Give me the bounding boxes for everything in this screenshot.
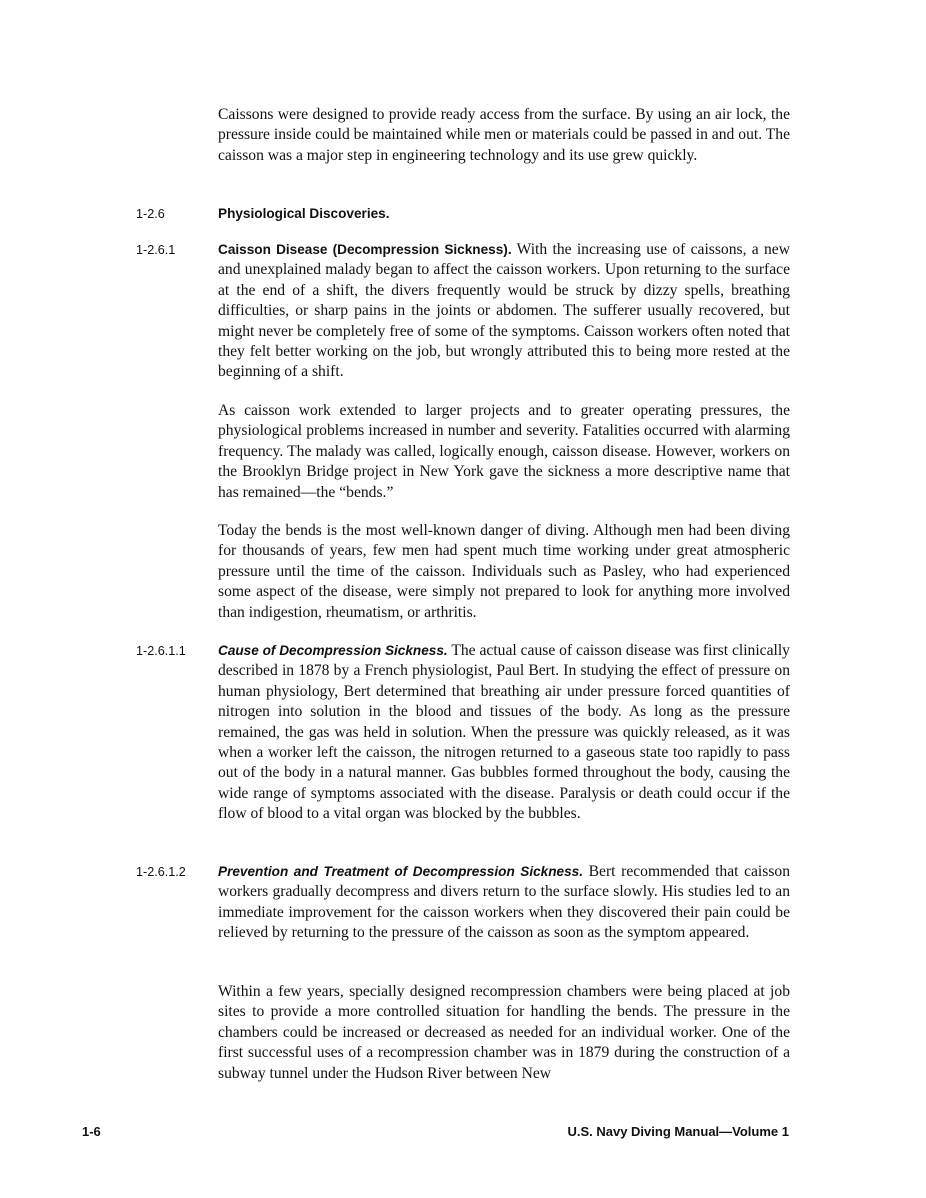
paragraph-cause xyxy=(218,641,790,825)
paragraph-prevention-body: Bert recommended that caisson workers gradually decompress and divers return to the surface slowly. His studies led to an immediate improvement for the caisson workers when they discovered their pain could be relieved by returning to the pressure of the caisson as soon as the symptom appeared. xyxy=(218,863,790,942)
paragraph-caisson-disease-body: With the increasing use of caissons, a new and unexplained malady began to affect the caisson workers. Upon returning to the surface at the end of a shift, the divers frequently would be struck by dizzy spells, breathing difficulties, or sharp pains in the joints or abdomen. The sufferer usually recovered, but might never be completely free of some of the symptoms. Caisson workers often noted that they felt better working on the job, but wrongly attributed this to being more rested at the beginning of a shift. xyxy=(218,241,790,381)
footer-page-number: 1-6 xyxy=(82,1124,101,1139)
paragraph-larger-projects: As caisson work extended to larger projects and to greater operating pressures, the physiological problems increased in number and severity. Fatalities occurred with alarming frequency. The malady was called, logically enough, caisson disease. However, workers on the Brooklyn Bridge project in New York gave the sickness a more descriptive name that has remained—the “bends.” xyxy=(218,402,790,501)
section-number-1-2-6-1: 1-2.6.1 xyxy=(136,243,176,257)
paragraph-cause-body: The actual cause of caisson disease was first clinically described in 1878 by a French physiologist, Paul Bert. In studying the effect of pressure on human physiology, Bert determined that breathing air under pressure forced quantities of nitrogen into solution in the blood and tissues of the body. As long as the pressure remained, the gas was held in solution. When the pressure was quickly released, as it was when a worker left the caisson, the nitrogen returned to a gaseous state too rapidly to pass out of the body in a natural manner. Gas bubbles formed throughout the body, causing the wide range of symptoms associated with the disease. Paralysis or death could occur if the flow of blood to a vital organ was blocked by the bubbles. xyxy=(218,642,790,823)
run-in-heading-prevention: Prevention and Treatment of Decompression Sickness. xyxy=(218,864,583,879)
section-title-physiological-discoveries: Physiological Discoveries. xyxy=(218,206,390,221)
run-in-heading-caisson-disease: Caisson Disease (Decompression Sickness). xyxy=(218,242,512,257)
paragraph-caisson-disease xyxy=(218,240,790,383)
section-number-1-2-6-1-2: 1-2.6.1.2 xyxy=(136,865,186,879)
paragraph-recompression: Within a few years, specially designed recompression chambers were being placed at job sites to provide a more controlled situation for handling the bends. The pressure in the chambers could be increased or decreased as needed for an individual worker. One of the first successful uses of a recompression chamber was in 1879 during the construction of a subway tunnel under the Hudson River between New xyxy=(218,983,790,1082)
paragraph-today: Today the bends is the most well-known danger of diving. Although men had been diving for thousands of years, few men had spent much time working under great atmospheric pressure until the time of the caisson. Individuals such as Pasley, who had experienced some aspect of the disease, were simply not prepared to look for anything more involved than indigestion, rheumatism, or arthritis. xyxy=(218,522,790,621)
paragraph-caissons: Caissons were designed to provide ready access from the surface. By using an air lock, the pressure inside could be maintained while men or materials could be passed in and out. The caisson was a major step in engineering technology and its use grew quickly. xyxy=(218,106,790,164)
section-number-1-2-6-1-1: 1-2.6.1.1 xyxy=(136,644,186,658)
section-number-1-2-6: 1-2.6 xyxy=(136,207,165,221)
paragraph-prevention xyxy=(218,862,790,944)
run-in-heading-cause: Cause of Decompression Sickness. xyxy=(218,643,448,658)
footer-manual-title: U.S. Navy Diving Manual—Volume 1 xyxy=(567,1124,789,1139)
